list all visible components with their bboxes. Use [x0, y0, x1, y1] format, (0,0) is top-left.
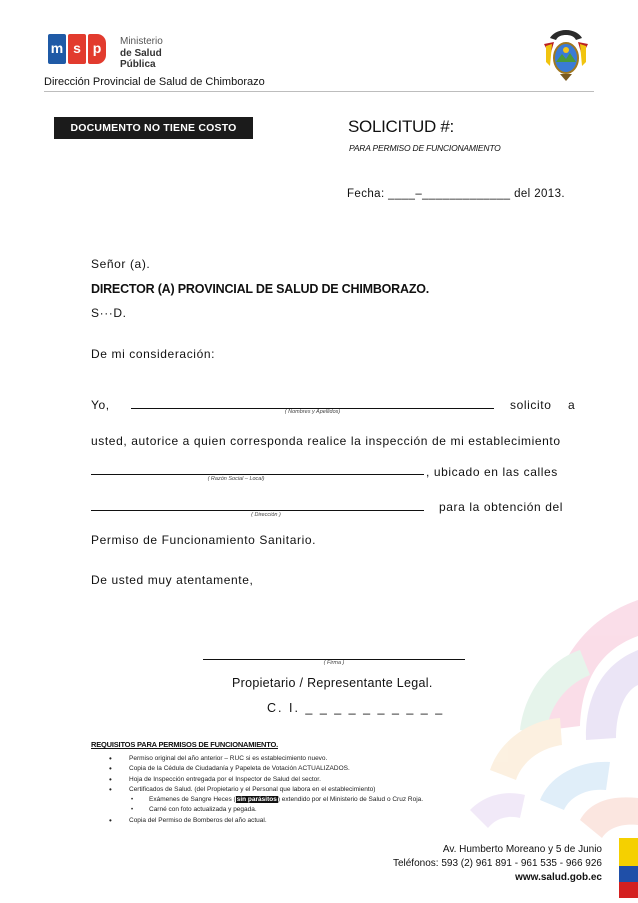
- permit-line: Permiso de Funcionamiento Sanitario.: [91, 533, 317, 547]
- ecuador-coat-of-arms-icon: [540, 26, 592, 84]
- greeting: De mi consideración:: [91, 347, 216, 361]
- list-item: [109, 795, 423, 805]
- id-number-line: C. I. _ _ _ _ _ _ _ _ _ _: [267, 701, 445, 715]
- list-item: • Copia de la Cédula de Ciudadanía y Papeleta de Votación ACTUALIZADOS.: [109, 764, 423, 774]
- yo-label: Yo,: [91, 398, 110, 412]
- names-caption: ( Nombres y Apellidos): [284, 409, 341, 415]
- ministry-logo: [44, 28, 184, 76]
- list-item: • Hoja de Inspección entregada por el Inspector de Salud del sector.: [109, 775, 423, 785]
- ubicado-text: , ubicado en las calles: [426, 465, 558, 479]
- sub-item-text-pre: Exámenes de Sangre Heces (: [149, 796, 236, 804]
- signer-role: Propietario / Representante Legal.: [232, 676, 433, 690]
- list-item: • Certificados de Salud. (del Propietario y el Personal que labora en el establecimiento): [109, 785, 423, 795]
- logo-letter-p: p: [92, 40, 102, 56]
- footer-phones: Teléfonos: 593 (2) 961 891 - 961 535 - 966 926: [392, 858, 602, 869]
- requirements-list: [109, 754, 423, 826]
- business-name-caption: ( Razón Social – Local): [207, 476, 265, 482]
- signature-caption: ( Firma ): [323, 660, 345, 666]
- obtencion-text: para la obtención del: [439, 500, 564, 514]
- decorative-pattern-icon: [430, 540, 638, 840]
- no-cost-badge: DOCUMENTO NO TIENE COSTO: [54, 117, 253, 139]
- addressee: DIRECTOR (A) PROVINCIAL DE SALUD DE CHIMBORAZO.: [91, 282, 430, 296]
- highlighted-text: sin parásitos: [236, 796, 277, 804]
- list-item: • Copia del Permiso de Bomberos del año actual.: [109, 816, 423, 826]
- sub-item-text-post: ) extendido por el Ministerio de Salud o Cruz Roja.: [277, 796, 424, 804]
- request-title: SOLICITUD #:: [348, 117, 454, 136]
- salutation: Señor (a).: [91, 257, 151, 271]
- requirements-title: REQUISITOS PARA PERMISOS DE FUNCIONAMIENTO.: [91, 740, 278, 749]
- logo-letter-s: s: [73, 40, 81, 56]
- footer-website: www.salud.gob.ec: [515, 872, 602, 883]
- sd-line: S···D.: [91, 306, 127, 320]
- closing: De usted muy atentamente,: [91, 573, 254, 587]
- logo-letter-m: m: [50, 40, 64, 56]
- request-subtitle: PARA PERMISO DE FUNCIONAMIENTO: [349, 143, 501, 153]
- flag-stripes-icon: [619, 838, 638, 898]
- date-line: Fecha: ____–_____________ del 2013.: [347, 188, 565, 200]
- logo-name-line1: Ministerio: [120, 36, 163, 47]
- direction-title: Dirección Provincial de Salud de Chimborazo: [44, 76, 265, 88]
- footer-address: Av. Humberto Moreano y 5 de Junio: [442, 844, 602, 855]
- solicito-word: solicito: [510, 398, 552, 412]
- list-item: • Permiso original del año anterior – RUC si es establecimiento nuevo.: [109, 754, 423, 764]
- a-word: a: [568, 398, 576, 412]
- list-item: • Carné con foto actualizada y pegada.: [109, 805, 423, 815]
- address-field-line: [91, 510, 424, 511]
- header-divider: [44, 91, 594, 92]
- logo-name-line2: de Salud Pública: [120, 48, 162, 70]
- address-caption: ( Dirección ): [251, 512, 281, 518]
- business-name-field-line: [91, 474, 424, 475]
- request-sentence: usted, autorice a quien corresponda realice la inspección de mi establecimiento: [91, 434, 561, 448]
